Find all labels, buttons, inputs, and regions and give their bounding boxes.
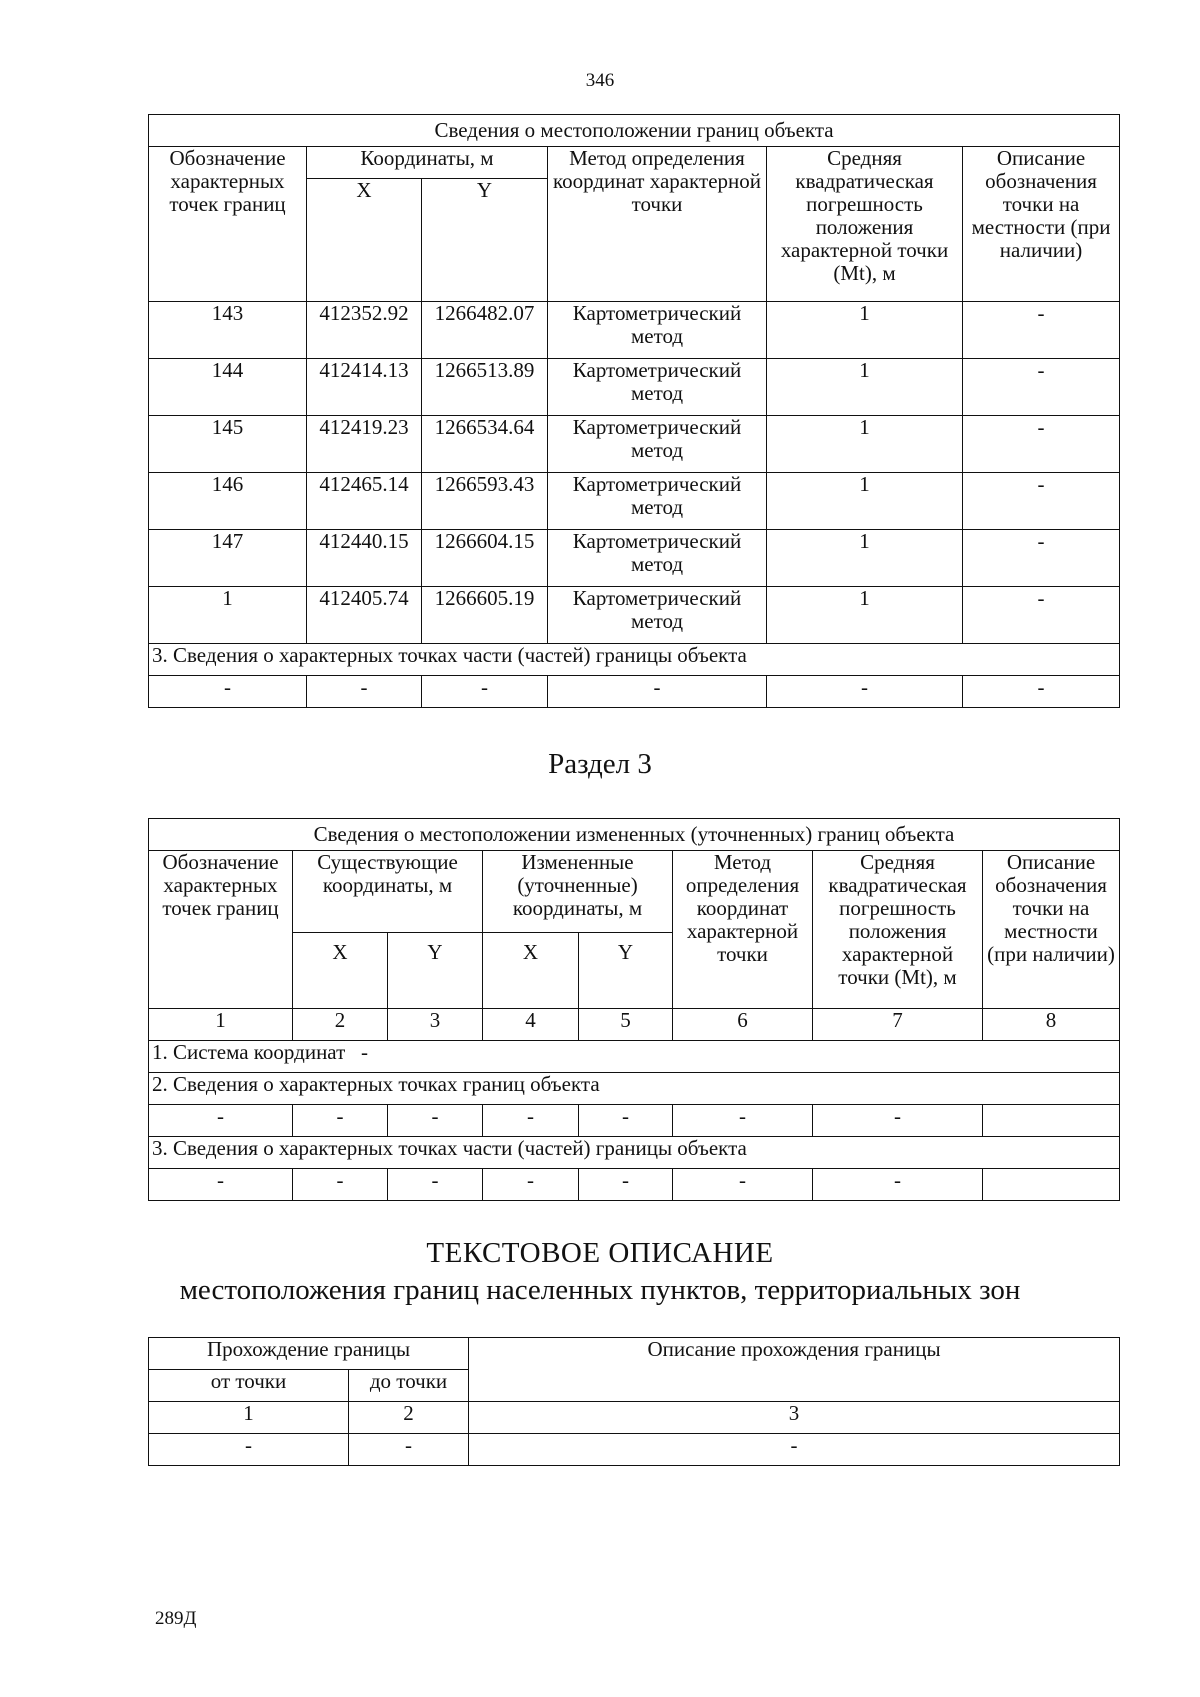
column-number: 1: [149, 1009, 293, 1041]
dash-cell: -: [307, 676, 422, 708]
table-row: [149, 1434, 1120, 1466]
page-number: 346: [585, 70, 615, 91]
error-cell: 1: [767, 302, 963, 359]
dash-cell: -: [673, 1169, 813, 1201]
table-row: [149, 473, 1120, 530]
table-row: [149, 1105, 1120, 1137]
section-title: Раздел 3: [548, 748, 652, 780]
dash-cell: -: [483, 1105, 579, 1137]
header-point: Обозначение характерных точек границ: [149, 851, 293, 1009]
column-numbers-row: [149, 1402, 1120, 1434]
x-cell: 412405.74: [307, 587, 422, 644]
header-point: Обозначение характерных точек границ: [149, 147, 307, 302]
error-cell: 1: [767, 587, 963, 644]
column-number: 4: [483, 1009, 579, 1041]
x-cell: 412419.23: [307, 416, 422, 473]
dash-cell: -: [293, 1169, 388, 1201]
y-cell: 1266593.43: [422, 473, 548, 530]
table-title: Сведения о местоположении границ объекта: [149, 115, 1120, 147]
table-row: [149, 587, 1120, 644]
header-method: Метод определения координат характерной точки: [548, 147, 767, 302]
header-coords: Координаты, м: [307, 147, 548, 179]
method-cell: Картометрический метод: [548, 530, 767, 587]
boundary-points-table: [148, 114, 1120, 708]
header-y: Y: [422, 179, 548, 302]
header-x: X: [293, 933, 388, 1009]
table-title: Сведения о местоположении измененных (уточненных) границ объекта: [149, 819, 1120, 851]
point-cell: 144: [149, 359, 307, 416]
header-from-point: от точки: [149, 1370, 349, 1402]
y-cell: 1266604.15: [422, 530, 548, 587]
dash-cell: -: [767, 676, 963, 708]
column-number: 5: [579, 1009, 673, 1041]
dash-cell: -: [673, 1105, 813, 1137]
dash-cell: -: [149, 1434, 349, 1466]
point-cell: 145: [149, 416, 307, 473]
point-cell: 147: [149, 530, 307, 587]
column-number: 7: [813, 1009, 983, 1041]
coordinate-system-label: 1. Система координат -: [149, 1041, 1120, 1073]
dash-cell: -: [813, 1105, 983, 1137]
header-description: Описание обозначения точки на местности (при наличии): [963, 147, 1120, 302]
point-cell: 143: [149, 302, 307, 359]
dash-cell: -: [149, 1169, 293, 1201]
header-x: X: [307, 179, 422, 302]
table-row: [149, 1169, 1120, 1201]
description-cell: -: [963, 359, 1120, 416]
description-cell: -: [963, 416, 1120, 473]
boundary-passage-table: [148, 1337, 1120, 1466]
dash-cell: -: [579, 1105, 673, 1137]
text-description-heading: ТЕКСТОВОЕ ОПИСАНИЕ: [426, 1237, 774, 1269]
column-number: 1: [149, 1402, 349, 1434]
header-error: Средняя квадратическая погрешность положения характерной точки (Mt), м: [767, 147, 963, 302]
point-cell: 1: [149, 587, 307, 644]
dash-cell: [983, 1169, 1120, 1201]
x-cell: 412465.14: [307, 473, 422, 530]
error-cell: 1: [767, 473, 963, 530]
table-row: [149, 530, 1120, 587]
column-number: 2: [293, 1009, 388, 1041]
dash-cell: -: [548, 676, 767, 708]
column-number: 3: [388, 1009, 483, 1041]
dash-cell: -: [149, 676, 307, 708]
description-cell: -: [963, 473, 1120, 530]
dash-cell: -: [579, 1169, 673, 1201]
y-cell: 1266482.07: [422, 302, 548, 359]
header-method: Метод определения координат характерной точки: [673, 851, 813, 1009]
header-existing-coords: Существующие координаты, м: [293, 851, 483, 933]
section3-label: 3. Сведения о характерных точках части (частей) границы объекта: [149, 644, 1120, 676]
changed-boundaries-table: [148, 818, 1120, 1201]
error-cell: 1: [767, 530, 963, 587]
dash-cell: -: [813, 1169, 983, 1201]
column-number: 3: [469, 1402, 1120, 1434]
header-description: Описание обозначения точки на местности (при наличии): [983, 851, 1120, 1009]
x-cell: 412440.15: [307, 530, 422, 587]
dash-cell: -: [483, 1169, 579, 1201]
method-cell: Картометрический метод: [548, 302, 767, 359]
header-error: Средняя квадратическая погрешность положения характерной точки (Mt), м: [813, 851, 983, 1009]
description-cell: -: [963, 530, 1120, 587]
header-changed-coords: Измененные (уточненные) координаты, м: [483, 851, 673, 933]
error-cell: 1: [767, 359, 963, 416]
table-row: [149, 676, 1120, 708]
y-cell: 1266513.89: [422, 359, 548, 416]
dash-cell: -: [149, 1105, 293, 1137]
header-x: X: [483, 933, 579, 1009]
dash-cell: -: [293, 1105, 388, 1137]
dash-cell: -: [422, 676, 548, 708]
column-number: 8: [983, 1009, 1120, 1041]
x-cell: 412414.13: [307, 359, 422, 416]
column-numbers-row: [149, 1009, 1120, 1041]
x-cell: 412352.92: [307, 302, 422, 359]
header-passage-description: Описание прохождения границы: [469, 1338, 1120, 1402]
dash-cell: -: [388, 1105, 483, 1137]
header-y: Y: [388, 933, 483, 1009]
dash-cell: -: [963, 676, 1120, 708]
dash-cell: -: [349, 1434, 469, 1466]
description-cell: -: [963, 302, 1120, 359]
table-row: [149, 302, 1120, 359]
footer-code: 289Д: [155, 1608, 197, 1629]
dash-cell: [983, 1105, 1120, 1137]
dash-cell: -: [388, 1169, 483, 1201]
header-y: Y: [579, 933, 673, 1009]
method-cell: Картометрический метод: [548, 416, 767, 473]
method-cell: Картометрический метод: [548, 587, 767, 644]
section2-label: 2. Сведения о характерных точках границ объекта: [149, 1073, 1120, 1105]
column-number: 2: [349, 1402, 469, 1434]
section3-label: 3. Сведения о характерных точках части (частей) границы объекта: [149, 1137, 1120, 1169]
point-cell: 146: [149, 473, 307, 530]
table-row: [149, 359, 1120, 416]
y-cell: 1266605.19: [422, 587, 548, 644]
table-row: [149, 416, 1120, 473]
column-number: 6: [673, 1009, 813, 1041]
dash-cell: -: [469, 1434, 1120, 1466]
header-passage: Прохождение границы: [149, 1338, 469, 1370]
method-cell: Картометрический метод: [548, 473, 767, 530]
y-cell: 1266534.64: [422, 416, 548, 473]
header-to-point: до точки: [349, 1370, 469, 1402]
method-cell: Картометрический метод: [548, 359, 767, 416]
error-cell: 1: [767, 416, 963, 473]
description-cell: -: [963, 587, 1120, 644]
text-description-subheading: местоположения границ населенных пунктов, территориальных зон: [179, 1274, 1021, 1306]
